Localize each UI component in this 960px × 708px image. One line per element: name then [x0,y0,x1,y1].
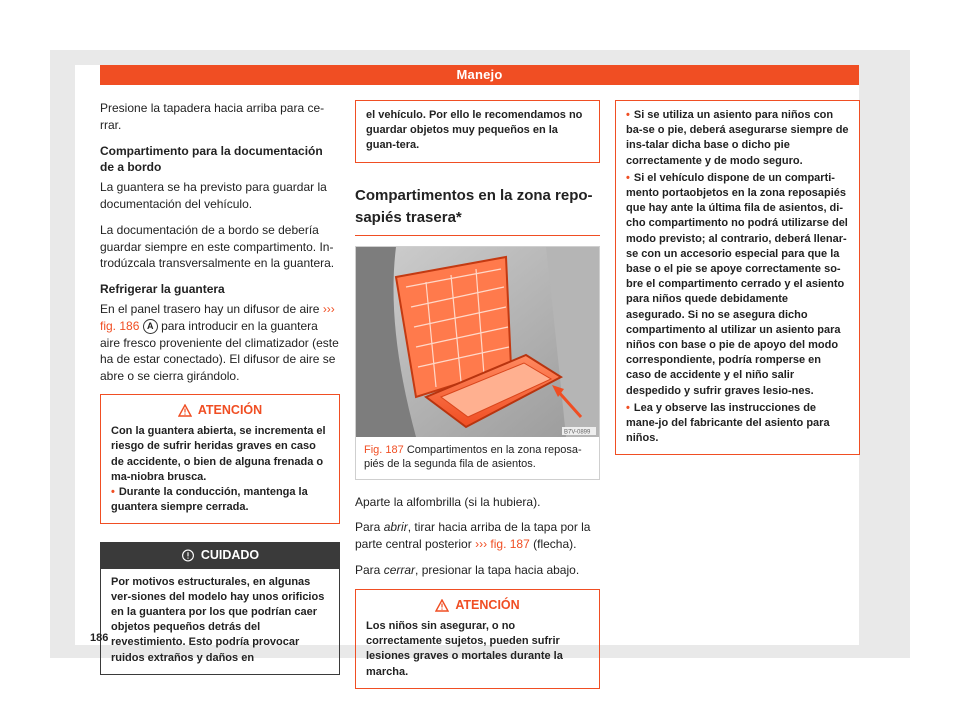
paragraph: Aparte la alfombrilla (si la hubiera). [355,494,541,509]
caution-continued-box: el vehículo. Por ello le recomendamos no guardar objetos muy pequeños en la guan-tera. [355,100,600,163]
info-circle-icon [181,549,195,562]
paragraph-open: Para abrir, tirar hacia arriba de la tapa por la parte central posterior ››› fig. 187 (flecha). [355,520,591,552]
figure-link[interactable]: ››› fig. 187 [475,537,530,552]
subheading-documentation: Compartimento para la documentación de a bordo [100,143,323,175]
page-number: 186 [90,632,109,644]
footwell-compartment-photo [356,247,599,437]
warning-box [100,394,340,524]
column-left [100,100,340,675]
warning-bullet: • Lea y observe las instrucciones de mane-jo del fabricante del asiento para niños. [626,401,849,447]
warning-text: Con la guantera abierta, se incrementa el riesgo de sufrir heridas graves en caso de accidente, o bien de alguna frenada o ma-niobra brusca. [111,425,326,483]
figure-link[interactable]: ››› fig. 186 [100,301,335,333]
paragraph: La documentación de a bordo se debería guardar siempre en este compartimento. In-trodúzcala transversalmente en la guantera. [100,222,335,271]
subheading-cooling: Refrigerar la guantera [100,282,225,297]
warning-bullet: • Si el vehículo dispone de un comparti-mento portaobjetos en la zona reposapiés que hay ante la última fila de asientos, di-cho compartimento no podrá utilizarse del modo previsto; al contrario, deberá llenar-se con un accesorio especial para que la base o el pie se apoye correctamente so-bre el compartimento cerrado y el asiento para niños quede debidamente asegurado. Si no se asegura dicho compartimento al utilizar un asiento para niños con base o pie de apoyo del modo correspondiente, podría romperse en caso de accidente y el niño salir despedido y sufrir graves lesio-nes. [626,171,849,399]
warning-continued-box [615,100,860,455]
warning-bullet: • Durante la conducción, mantenga la guantera siempre cerrada. [111,485,329,515]
paragraph-cooling: En el panel trasero hay un difusor de aire ››› fig. 186 A para introducir en la guantera aire fresco proveniente del climatizador (este ha de estar conectado). El difusor de aire se abre o se cierra girándolo. [100,301,339,384]
section-title: Compartimentos en la zona repo-sapiés trasera* [355,185,600,236]
caution-box [100,542,340,674]
paragraph: La guantera se ha previsto para guardar la documentación del vehículo. [100,180,327,211]
figure-label: Fig. 187 [364,443,404,456]
figure-187 [355,246,600,480]
warning-box-children [355,589,600,689]
warning-text: Los niños sin asegurar, o no correctamente sujetos, pueden sufrir lesiones graves o mortales durante la marcha. [366,620,563,678]
column-middle [355,100,600,689]
paragraph: Presione la tapadera hacia arriba para ce-rrar. [100,101,325,132]
figure-code: B7V-0899 [564,429,591,436]
warning-title: ATENCIÓN [101,395,339,424]
column-right [615,100,860,455]
caution-title: CUIDADO [101,543,339,568]
page-header: Manejo [100,65,859,85]
callout-a: A [143,319,158,334]
paragraph-close: Para cerrar, presionar la tapa hacia abajo. [355,563,580,577]
figure-caption: Fig. 187 Compartimentos en la zona reposa-piés de la segunda fila de asientos. [364,443,582,470]
caution-text: Por motivos estructurales, en algunas ver-siones del modelo hay unos orificios en la guantera por los que podrían caer objetos pequeños detrás del revestimiento. Esto podría provocar ruidos extraños y daños en [111,575,325,664]
warning-triangle-icon [178,404,192,417]
warning-bullet: • Si se utiliza un asiento para niños con ba-se o pie, deberá asegurarse siempre de ins-talar dicha base o dicho pie correctamente y de modo seguro. [626,108,849,169]
warning-triangle-icon [435,599,449,612]
warning-title: ATENCIÓN [356,590,599,619]
